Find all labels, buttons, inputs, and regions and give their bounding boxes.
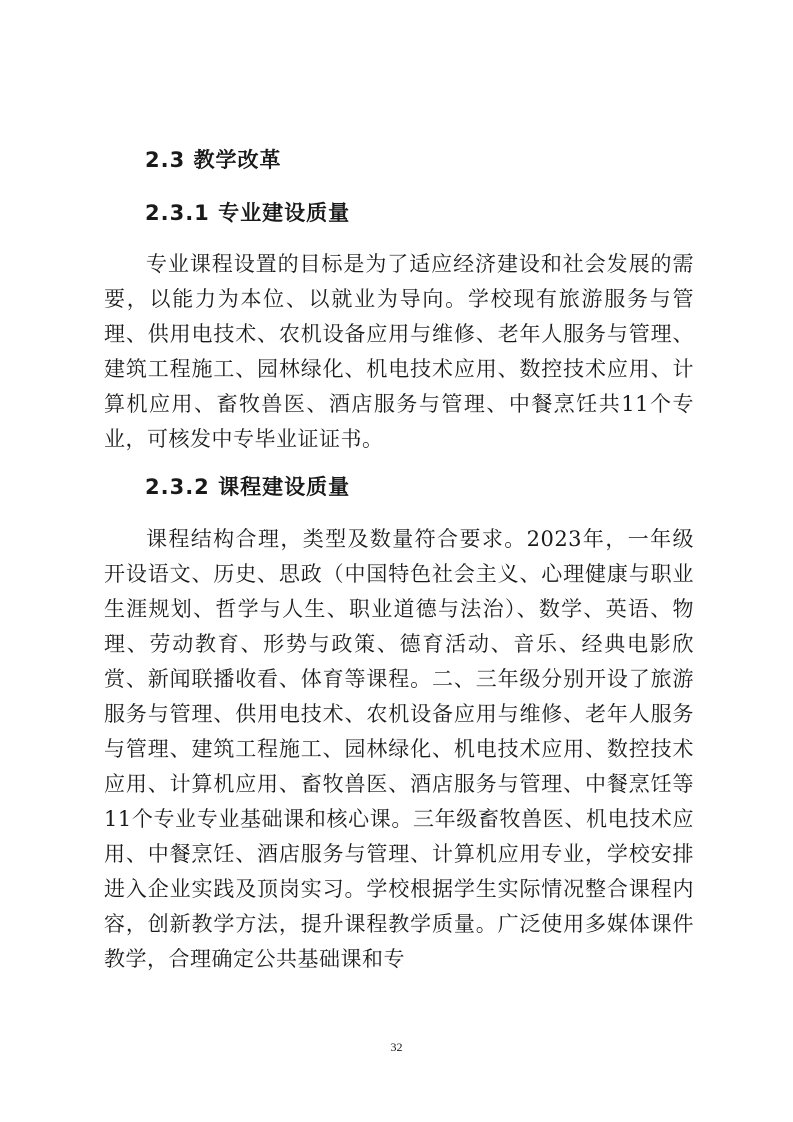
page-number: 32	[390, 1040, 403, 1054]
paragraph-course-construction: 课程结构合理，类型及数量符合要求。2023年，一年级开设语文、历史、思政（中国特色社会主义、心理健康与职业生涯规划、哲学与人生、职业道德与法治）、数学、英语、物理、劳动教育、形势与政策、德育活动、音乐、经典电影欣赏、新闻联播收看、体育等课程。二、三年级分别开设了旅游服务与管理、供用电技术、农机设备应用与维修、老年人服务与管理、建筑工程施工、园林绿化、机电技术应用、数控技术应用、计算机应用、畜牧兽医、酒店服务与管理、中餐烹饪等11个专业专业基础课和核心课。三年级畜牧兽医、机电技术应用、中餐烹饪、酒店服务与管理、计算机应用专业，学校安排进入企业实践及顶岗实习。学校根据学生实际情况整合课程内容，创新教学方法，提升课程教学质量。广泛使用多媒体课件教学，合理确定公共基础课和专	[104, 527, 694, 971]
paragraph-specialty-construction: 专业课程设置的目标是为了适应经济建设和社会发展的需要，以能力为本位、以就业为导向。学校现有旅游服务与管理、供用电技术、农机设备应用与维修、老年人服务与管理、建筑工程施工、园林绿化、机电技术应用、数控技术应用、计算机应用、畜牧兽医、酒店服务与管理、中餐烹饪共11个专业，可核发中专毕业证证书。	[104, 252, 694, 451]
section-heading-2-3: 2.3 教学改革	[145, 148, 282, 172]
section-heading-2-3-2: 2.3.2 课程建设质量	[145, 475, 351, 499]
section-heading-2-3-1: 2.3.1 专业建设质量	[145, 201, 351, 225]
